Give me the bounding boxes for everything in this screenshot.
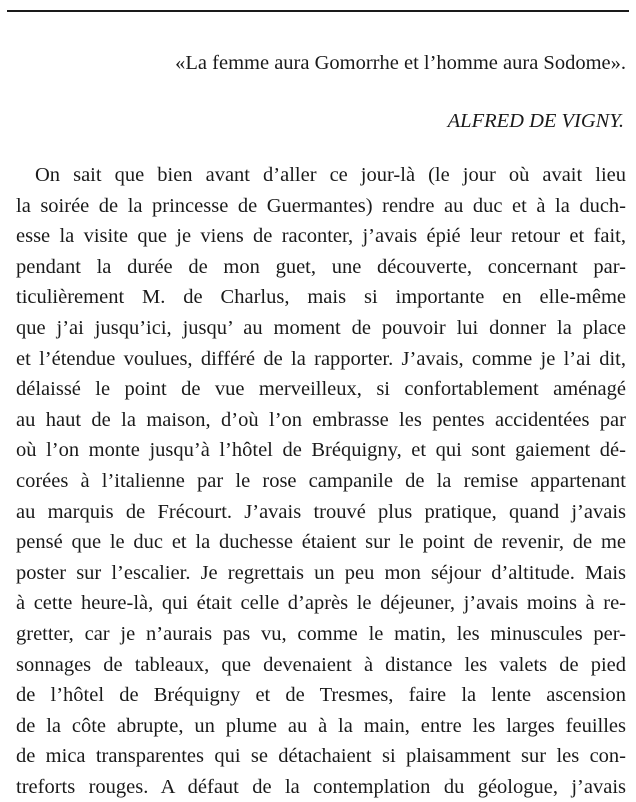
body-line: gretter, car je n’aurais pas vu, comme le matin, les minuscules per-	[16, 622, 626, 645]
body-line: pensé que le duc et la duchesse étaient sur le point de revenir, de me	[16, 531, 626, 554]
body-line: pendant la durée de mon guet, une découverte, concernant par-	[16, 255, 626, 278]
body-paragraph	[16, 160, 626, 802]
body-line: à cette heure-là, qui était celle d’après le déjeuner, j’avais moins à re-	[16, 592, 626, 615]
body-line: esse la visite que je viens de raconter, j’avais épié leur retour et fait,	[16, 225, 626, 248]
body-line: au haut de la maison, d’où l’on embrasse les pentes accidentées par	[16, 408, 626, 431]
body-line: et l’étendue voulues, différé de la rapporter. J’avais, comme je l’ai dit,	[16, 347, 626, 370]
body-line: sonnages de tableaux, que devenaient à distance les valets de pied	[16, 653, 626, 676]
body-line: la soirée de la princesse de Guermantes) rendre au duc et à la duch-	[16, 194, 626, 217]
body-line: au marquis de Frécourt. J’avais trouvé plus pratique, quand j’avais	[16, 500, 626, 523]
epigraph-author: ALFRED DE VIGNY.	[447, 110, 624, 132]
top-rule	[7, 10, 629, 12]
body-line: poster sur l’escalier. Je regrettais un peu mon séjour d’altitude. Mais	[16, 561, 626, 584]
body-line: treforts rouges. A défaut de la contemplation du géologue, j’avais	[16, 775, 626, 798]
body-line: corées à l’italienne par le rose campanile de la remise appartenant	[16, 469, 626, 492]
body-line: de la côte abrupte, un plume au à la main, entre les larges feuilles	[16, 714, 626, 737]
epigraph-quote: «La femme aura Gomorrhe et l’homme aura Sodome».	[175, 52, 626, 74]
body-line: où l’on monte jusqu’à l’hôtel de Bréquigny, et qui sont gaiement dé-	[16, 439, 626, 462]
body-line: délaissé le point de vue merveilleux, si confortablement aménagé	[16, 378, 626, 401]
body-line: On sait que bien avant d’aller ce jour-là (le jour où avait lieu	[35, 164, 626, 186]
body-line: de l’hôtel de Bréquigny et de Tresmes, faire la lente ascension	[16, 684, 626, 707]
body-line: de mica transparentes qui se détachaient si plaisamment sur les con-	[16, 745, 626, 768]
body-line: ticulièrement M. de Charlus, mais si importante en elle-même	[16, 286, 626, 309]
body-line: que j’ai jusqu’ici, jusqu’ au moment de pouvoir lui donner la place	[16, 316, 626, 339]
